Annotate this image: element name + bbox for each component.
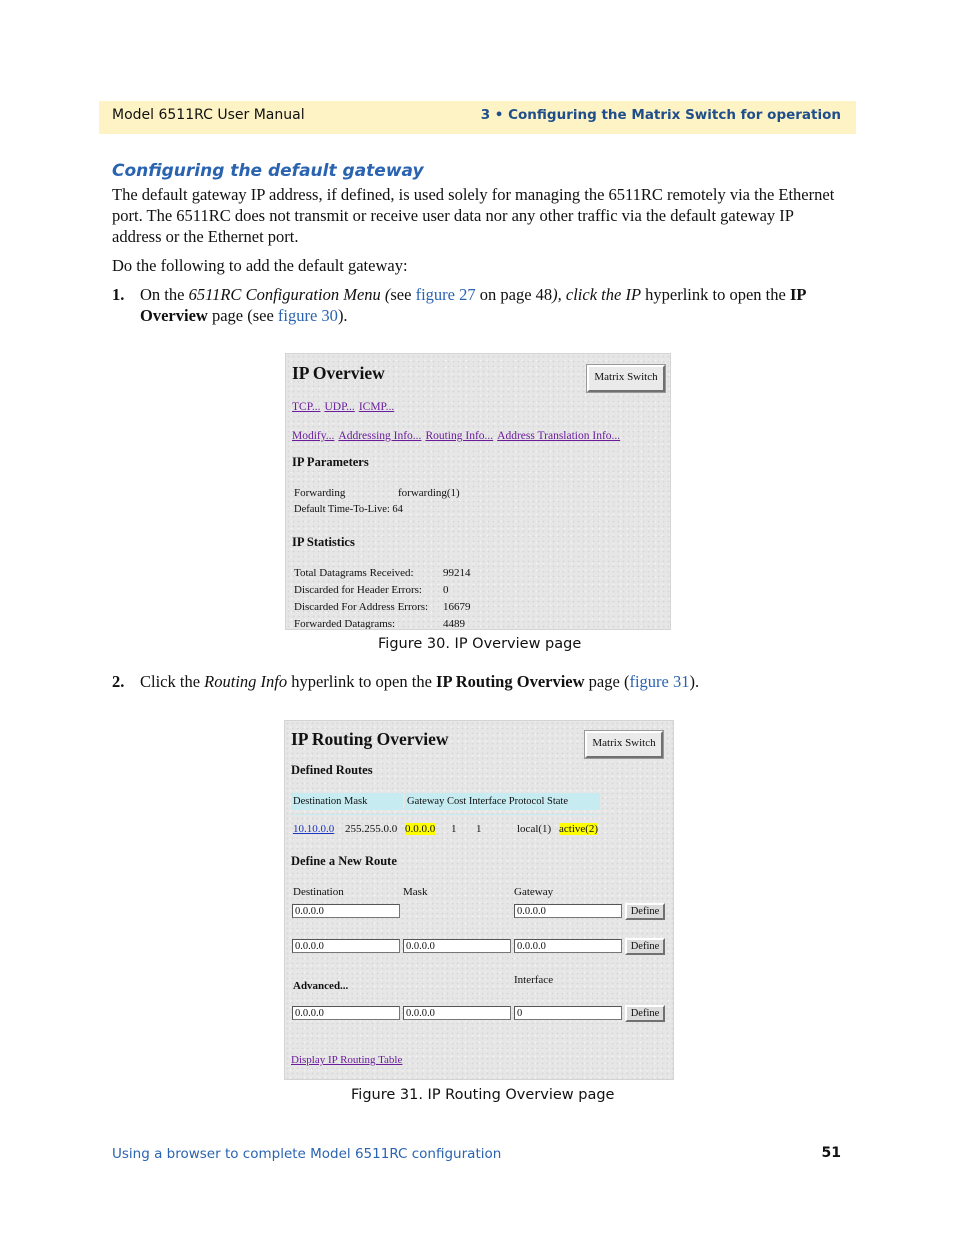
text: On the xyxy=(140,285,189,304)
icmp-link[interactable]: ICMP... xyxy=(358,401,395,413)
ip-overview-term: IP Overview xyxy=(140,285,806,325)
page-number: 51 xyxy=(821,1145,841,1161)
gateway-input[interactable]: 0.0.0.0 xyxy=(514,904,622,918)
stat-value: 99214 xyxy=(443,567,471,579)
stat-label: Forwarded Datagrams: xyxy=(294,618,396,630)
step-number: 1. xyxy=(112,285,125,304)
mask-input[interactable]: 0.0.0.0 xyxy=(403,1006,511,1020)
col-mask: Mask xyxy=(344,796,368,807)
text: on page 48 xyxy=(475,285,553,304)
ip-overview-title: IP Overview xyxy=(292,363,385,383)
ttl-value: Default Time-To-Live: 64 xyxy=(294,504,403,515)
destination-input[interactable]: 0.0.0.0 xyxy=(292,939,400,953)
gateway-input[interactable]: 0.0.0.0 xyxy=(514,939,622,953)
address-translation-link[interactable]: Address Translation Info... xyxy=(497,430,621,442)
col-interface: Interface xyxy=(468,796,507,807)
text: ), click the xyxy=(552,285,626,304)
col-protocol: Protocol xyxy=(508,796,545,807)
figure-31-link[interactable]: figure 31 xyxy=(629,672,690,691)
text: Click the xyxy=(140,672,205,691)
figure-27-link[interactable]: figure 27 xyxy=(415,285,476,304)
text: hyperlink to open the xyxy=(641,285,790,304)
ip-routing-overview-title: IP Routing Overview xyxy=(291,729,449,749)
ip-statistics-heading: IP Statistics xyxy=(292,535,355,549)
section-title: Configuring the default gateway xyxy=(112,161,424,181)
forwarding-value: forwarding(1) xyxy=(398,487,460,499)
define-button[interactable]: Define xyxy=(625,938,665,955)
chapter-title: 3 • Configuring the Matrix Switch for operation xyxy=(480,107,841,123)
defined-routes-heading: Defined Routes xyxy=(291,763,373,777)
matrix-switch-button[interactable]: Matrix Switch xyxy=(585,731,663,758)
route-gateway: 0.0.0.0 xyxy=(405,823,436,835)
interface-input[interactable]: 0 xyxy=(514,1006,622,1020)
ip-overview-screenshot xyxy=(285,353,671,630)
define-new-route-heading: Define a New Route xyxy=(291,854,397,868)
route-cost: 1 xyxy=(451,823,457,835)
col-state: State xyxy=(547,796,568,807)
mask-input[interactable]: 0.0.0.0 xyxy=(403,939,511,953)
col-destination-mask xyxy=(291,793,403,810)
addressing-info-link[interactable]: Addressing Info... xyxy=(338,430,422,442)
text: ). xyxy=(337,306,348,325)
ip-routing-overview-term: IP Routing Overview xyxy=(436,672,585,691)
destination-input[interactable]: 0.0.0.0 xyxy=(292,1006,400,1020)
destination-label: Destination xyxy=(293,886,344,898)
ip-links xyxy=(292,426,620,444)
col-cost: Cost xyxy=(446,796,467,807)
ip-routing-overview-screenshot xyxy=(284,720,674,1080)
mask-label: Mask xyxy=(403,886,428,898)
stat-label: Total Datagrams Received: xyxy=(294,567,414,579)
route-mask: 255.255.0.0 xyxy=(345,823,398,835)
manual-title: Model 6511RC User Manual xyxy=(112,107,305,123)
col-gateway: Gateway xyxy=(407,796,445,807)
display-routing-table-link[interactable]: Display IP Routing Table xyxy=(291,1054,403,1066)
stat-value: 4489 xyxy=(443,618,465,630)
ip-term: IP xyxy=(625,285,642,304)
route-interface: 1 xyxy=(476,823,482,835)
lead-paragraph: Do the following to add the default gateway: xyxy=(112,256,408,275)
ip-parameters-heading: IP Parameters xyxy=(292,455,369,469)
udp-link[interactable]: UDP... xyxy=(324,401,355,413)
text: see xyxy=(390,285,416,304)
modify-link[interactable]: Modify... xyxy=(292,430,335,442)
table-divider xyxy=(291,814,601,815)
define-button[interactable]: Define xyxy=(625,1005,665,1022)
stat-label: Discarded for Header Errors: xyxy=(294,584,422,596)
destination-input[interactable]: 0.0.0.0 xyxy=(292,904,400,918)
advanced-heading: Advanced... xyxy=(293,980,349,992)
routing-info-term: Routing Info xyxy=(204,672,288,691)
stat-value: 16679 xyxy=(443,601,471,613)
route-protocol: local(1) xyxy=(517,823,552,835)
step-number: 2. xyxy=(112,672,125,691)
text: page ( xyxy=(584,672,630,691)
col-gateway-state xyxy=(405,793,600,810)
text: ). xyxy=(689,672,700,691)
tcp-link[interactable]: TCP... xyxy=(292,401,321,413)
intro-paragraph: The default gateway IP address, if defined, is used solely for managing the 6511RC remotely via the Ethernet port. The 6511RC does not transmit or receive user data nor any other traffic via the default gateway IP address or the Ethernet port. xyxy=(112,185,835,246)
stat-label: Discarded For Address Errors: xyxy=(294,601,429,613)
text: page (see xyxy=(207,306,278,325)
menu-name: 6511RC Configuration Menu ( xyxy=(188,285,391,304)
route-destination-link[interactable]: 10.10.0.0 xyxy=(293,823,335,835)
stat-value: 0 xyxy=(443,584,449,596)
figure-30-link[interactable]: figure 30 xyxy=(277,306,338,325)
forwarding-label: Forwarding xyxy=(294,487,346,499)
figure-30-caption: Figure 30. IP Overview page xyxy=(378,636,582,652)
route-state: active(2) xyxy=(559,823,599,835)
protocol-links xyxy=(292,397,394,415)
matrix-switch-button[interactable]: Matrix Switch xyxy=(587,365,665,392)
interface-label: Interface xyxy=(514,974,554,986)
col-destination: Destination xyxy=(293,796,342,807)
text: hyperlink to open the xyxy=(287,672,437,691)
footer-chapter: Using a browser to complete Model 6511RC configuration xyxy=(112,1146,502,1162)
figure-31-caption: Figure 31. IP Routing Overview page xyxy=(351,1087,615,1103)
routing-info-link[interactable]: Routing Info... xyxy=(425,430,494,442)
define-button[interactable]: Define xyxy=(625,903,665,920)
gateway-label: Gateway xyxy=(514,886,554,898)
